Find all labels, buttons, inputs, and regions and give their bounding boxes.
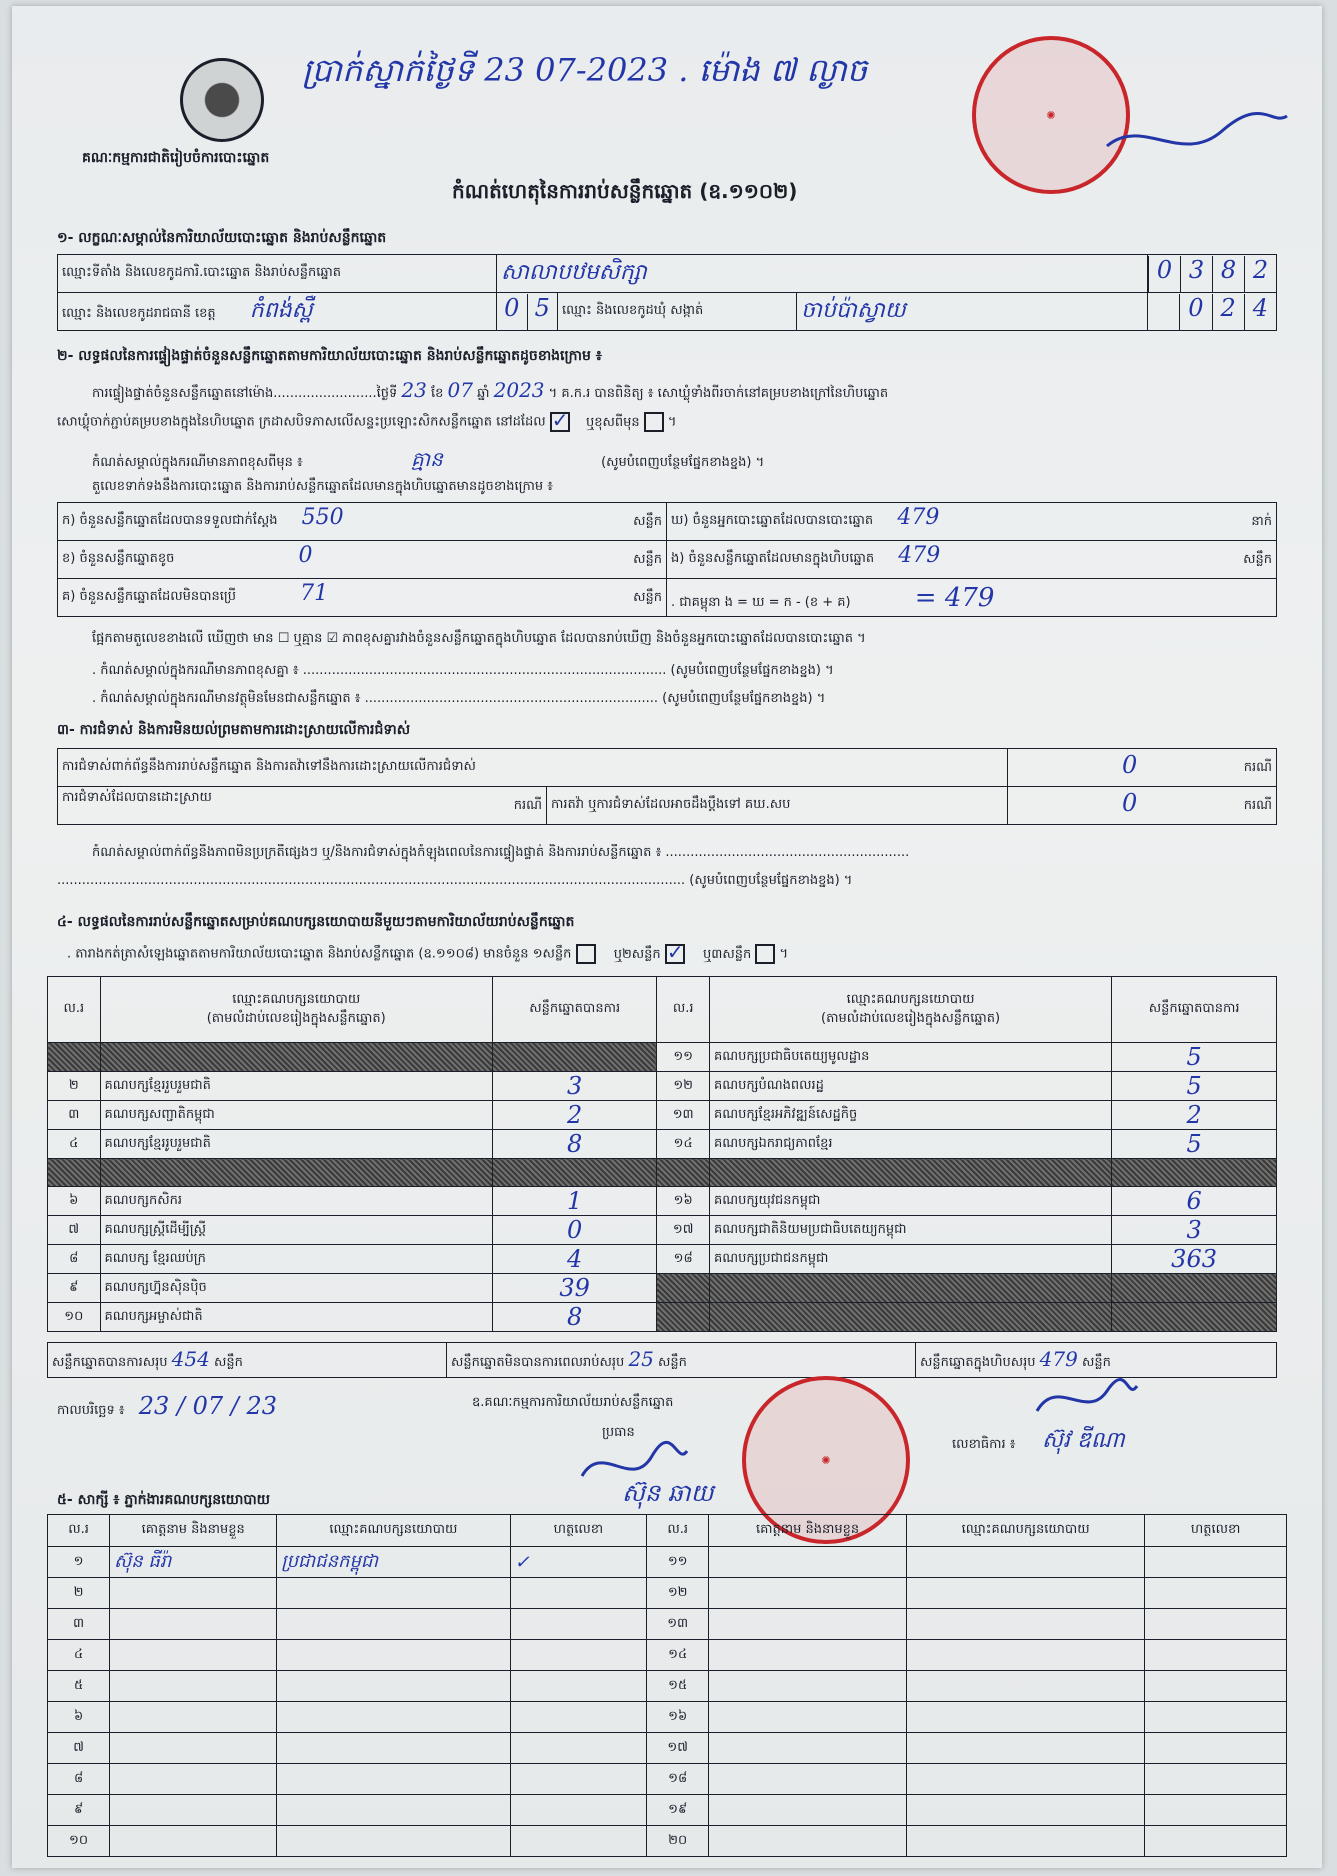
results-right-no: ១៤ — [657, 1130, 710, 1159]
irregularity-note-end: ........................................................................................................................................................ (សូមបំពេញបន្ថែមផ្នែកខាងខ្នង) ។ — [57, 873, 853, 888]
witness-row — [48, 1764, 1287, 1795]
compare-line: ផ្អែកតាមតួលេខខាងលើ ឃើញថា មាន ☐ ឬគ្មាន ☑ ភាពខុសគ្នារវាងចំនួនសន្លឹកឆ្នោតក្នុងហិបឆ្នោត ដែលបានរាប់ឃើញ និងចំនួនអ្នកបោះឆ្នោតដែលបានបោះឆ្នោត ។ — [92, 631, 866, 646]
verify-month: 07 — [447, 378, 473, 402]
witness-name-right — [709, 1826, 907, 1857]
one-sheet-checkbox[interactable] — [576, 944, 596, 964]
col-party-left: ឈ្មោះគណបក្សនយោបាយ (តាមលំដាប់លេខរៀងក្នុងសន្លឹកឆ្នោត) — [100, 977, 492, 1043]
witness-row — [48, 1826, 1287, 1857]
section1-heading: ១- លក្ខណៈសម្គាល់នៃការិយាល័យបោះឆ្នោត និងរាប់សន្លឹកឆ្នោត — [57, 230, 387, 246]
witness-name-left — [110, 1826, 277, 1857]
witness-party-left — [277, 1609, 510, 1640]
results-right-no: ១៧ — [657, 1216, 710, 1245]
results-right-no: ១១ — [657, 1043, 710, 1072]
witness-sign-left — [510, 1826, 647, 1857]
witness-name-left — [110, 1733, 277, 1764]
results-row — [48, 1130, 1277, 1159]
commune-value: ចាប់ប៉ាស្វាយ — [797, 293, 1148, 331]
results-left-votes: 3 — [492, 1072, 656, 1101]
witness-party-left — [277, 1640, 510, 1671]
results-row — [48, 1043, 1277, 1072]
verify-line: ការផ្ទៀងផ្ទាត់ចំនួនសន្លឹកឆ្នោតនៅម៉ោង.........................ថ្ងៃទី 23 ខែ 07 ឆ្នាំ 2023 ។ គ.ក.រ បានពិនិត្យ ៖ សោឃ្លុំទាំងពីរចាក់នៅគម្របខាងក្រៅនៃហិបឆ្នោត — [92, 378, 889, 402]
results-left-no: ៣ — [48, 1101, 101, 1130]
witness-sign-left — [510, 1640, 647, 1671]
commune-code: 0 2 4 — [1148, 293, 1277, 331]
witness-no-left: ៧ — [48, 1733, 110, 1764]
results-left-party: គណបក្សខ្មែររួបរួមជាតិ — [100, 1072, 492, 1101]
seal-check-line: សោឃ្លុំចាក់ភ្ជាប់គម្របខាងក្នុងនៃហិបឆ្នោត ក្រដាសបិទភាសលើសន្ទះប្រឡោះសិកសន្លឹកឆ្នោត នៅដដែល ✓ ឬខុសពីមុន ។ — [57, 412, 676, 433]
results-table — [47, 976, 1277, 1332]
results-left-votes: 8 — [492, 1303, 656, 1332]
figures-intro: តួលេខទាក់ទងនឹងការបោះឆ្នោត និងការរាប់សន្លឹកឆ្នោតដែលមានក្នុងហិបឆ្នោតមានដូចខាងក្រោម ៖ — [92, 479, 553, 494]
witness-name-right — [709, 1547, 907, 1578]
witness-row — [48, 1702, 1287, 1733]
witness-name-left — [110, 1702, 277, 1733]
col-party-right: ឈ្មោះគណបក្សនយោបាយ (តាមលំដាប់លេខរៀងក្នុងសន្លឹកឆ្នោត) — [709, 977, 1111, 1043]
complaints-value: 0 — [1122, 750, 1138, 779]
results-right-votes: 2 — [1112, 1101, 1277, 1130]
results-right-party: គណបក្សជាតិនិយមប្រជាធិបតេយ្យកម្ពុជា — [709, 1216, 1111, 1245]
results-right-no: ១២ — [657, 1072, 710, 1101]
witness-sign-right — [1145, 1547, 1287, 1578]
results-right-votes: 5 — [1112, 1043, 1277, 1072]
signature-top — [1102, 106, 1292, 166]
results-right-no: ១៨ — [657, 1245, 710, 1274]
witness-sign-left — [510, 1609, 647, 1640]
irregularity-note: កំណត់សម្គាល់ពាក់ព័ន្ធនឹងភាពមិនប្រក្រតីផ្សេងៗ ឬ/និងការជំទាស់ក្នុងកំឡុងពេលនៃការផ្ទៀងផ្ទាត់ និងការរាប់សន្លឹកឆ្នោត ៖ ........................................................... — [92, 845, 910, 860]
results-right-party: គណបក្សបំណងពលរដ្ឋ — [709, 1072, 1111, 1101]
verify-year: 2023 — [493, 378, 545, 402]
witness-name-left — [110, 1764, 277, 1795]
witness-name-right — [709, 1640, 907, 1671]
results-right-votes — [1112, 1159, 1277, 1187]
witness-no-right: ១៣ — [647, 1609, 709, 1640]
witness-party-right — [906, 1733, 1144, 1764]
results-right-no: ១៦ — [657, 1187, 710, 1216]
section1-table — [57, 254, 1277, 331]
witness-party-right — [906, 1795, 1144, 1826]
witness-row — [48, 1640, 1287, 1671]
ballots-in-box-value: 479 — [898, 542, 941, 568]
col-votes-right: សន្លឹកឆ្នោតបានការ — [1112, 977, 1277, 1043]
results-row — [48, 1274, 1277, 1303]
results-left-no — [48, 1043, 101, 1072]
witness-row — [48, 1547, 1287, 1578]
results-right-party: គណបក្សខ្មែរអភិវឌ្ឍន៍សេដ្ឋកិច្ច — [709, 1101, 1111, 1130]
witness-party-left: ប្រជាជនកម្ពុជា — [277, 1547, 510, 1578]
witness-name-right — [709, 1702, 907, 1733]
witness-sign-right — [1145, 1764, 1287, 1795]
witness-name-right — [709, 1733, 907, 1764]
results-left-votes — [492, 1159, 656, 1187]
witness-no-right: ១៧ — [647, 1733, 709, 1764]
official-seal-top: ✺ — [972, 36, 1130, 194]
location-label: ឈ្មោះទីតាំង និងលេខកូដការិ.បោះឆ្នោត និងរាប់សន្លឹកឆ្នោត — [58, 255, 497, 293]
witness-sign-left — [510, 1671, 647, 1702]
official-seal-bottom: ✺ — [742, 1376, 910, 1544]
results-right-party — [709, 1159, 1111, 1187]
witness-party-left — [277, 1826, 510, 1857]
province-label: ឈ្មោះ និងលេខកូដរាជធានី ខេត្ត កំពង់ស្ពឺ — [58, 293, 497, 331]
total-all-value: 479 — [1039, 1347, 1078, 1371]
witness-party-left — [277, 1764, 510, 1795]
results-left-no: ៨ — [48, 1245, 101, 1274]
verify-day: 23 — [401, 378, 427, 402]
witness-sign-right — [1145, 1671, 1287, 1702]
unchanged-checkbox[interactable] — [550, 412, 570, 432]
witness-table: ល.រ គោត្តនាម និងនាមខ្លួន ឈ្មោះគណបក្សនយោបាយ ហត្ថលេខា ល.រ គោត្តនាម និងនាមខ្លួន ឈ្មោះគណបក្សនយោបាយ ហត្ថលេខា ១ ស៊ុន ធីរ៉ា ប្រជាជនកម្ពុជា ✓ ១១ ២ ១២ ៣ ១៣ ៤ ១៤ ៥ ១៥ ៦ ១៦ ៧ ១៧ ៨ ១៨ ៩ ១៩ ១០ ២០ — [47, 1514, 1287, 1857]
results-right-party: គណបក្សឯករាជ្យភាពខ្មែរ — [709, 1130, 1111, 1159]
secretary-signature — [1032, 1376, 1142, 1426]
results-row — [48, 1072, 1277, 1101]
agency-name: គណៈកម្មការជាតិរៀបចំការបោះឆ្នោត — [82, 150, 270, 166]
witness-sign-right — [1145, 1826, 1287, 1857]
date-value: 23 / 07 / 23 — [138, 1392, 278, 1420]
results-left-votes: 0 — [492, 1216, 656, 1245]
chair-name: ស៊ុន ឆាយ — [622, 1479, 714, 1507]
results-left-party: គណបក្សស្ត្រីដើម្បីស្ត្រី — [100, 1216, 492, 1245]
witness-no-left: ៨ — [48, 1764, 110, 1795]
witness-party-right — [906, 1640, 1144, 1671]
witness-no-right: ១៤ — [647, 1640, 709, 1671]
difference-note-value: គ្មាន — [411, 447, 443, 471]
col-no-left: ល.រ — [48, 977, 101, 1043]
section3-heading: ៣- ការជំទាស់ និងការមិនយល់ព្រមតាមការដោះស្រាយលើការជំទាស់ — [57, 722, 411, 738]
results-right-party — [709, 1303, 1111, 1332]
spoiled-ballots-value: 0 — [298, 542, 313, 568]
results-right-party: គណបក្សយុវជនកម្ពុជា — [709, 1187, 1111, 1216]
results-left-party: គណបក្ស ខ្មែរឈប់ក្រ — [100, 1245, 492, 1274]
results-left-votes: 4 — [492, 1245, 656, 1274]
results-left-party: គណបក្សកសិករ — [100, 1187, 492, 1216]
witness-no-left: ៦ — [48, 1702, 110, 1733]
results-right-votes: 5 — [1112, 1130, 1277, 1159]
witness-sign-left — [510, 1702, 647, 1733]
witness-name-left — [110, 1671, 277, 1702]
results-left-party: គណបក្សសញ្ជាតិកម្ពុជា — [100, 1101, 492, 1130]
results-left-votes — [492, 1043, 656, 1072]
col-no-right: ល.រ — [657, 977, 710, 1043]
results-right-party: គណបក្សប្រជាធិបតេយ្យមូលដ្ឋាន — [709, 1043, 1111, 1072]
witness-row — [48, 1733, 1287, 1764]
witness-row — [48, 1609, 1287, 1640]
witness-no-left: ៣ — [48, 1609, 110, 1640]
results-left-party — [100, 1159, 492, 1187]
results-left-no: ៩ — [48, 1274, 101, 1303]
document-title: កំណត់ហេតុនៃការរាប់សន្លឹកឆ្នោត (ឧ.១១០២) — [452, 179, 798, 203]
results-left-no: ៧ — [48, 1216, 101, 1245]
changed-checkbox[interactable] — [644, 412, 664, 432]
witness-name-left: ស៊ុន ធីរ៉ា — [110, 1547, 277, 1578]
witness-sign-right — [1145, 1640, 1287, 1671]
witness-no-right: ១៩ — [647, 1795, 709, 1826]
witness-party-left — [277, 1733, 510, 1764]
witness-sign-left — [510, 1795, 647, 1826]
results-right-no — [657, 1303, 710, 1332]
results-left-no: ៦ — [48, 1187, 101, 1216]
appeals-value: 0 — [1122, 788, 1138, 817]
complaints-label: ការជំទាស់ពាក់ព័ន្ធនឹងការរាប់សន្លឹកឆ្នោត និងការតវ៉ាទៅនឹងការដោះស្រាយលើការជំទាស់ — [58, 749, 1008, 787]
results-right-no: ១៣ — [657, 1101, 710, 1130]
totals-table: សន្លឹកឆ្នោតបានការសរុប 454 សន្លឹក សន្លឹកឆ្នោតមិនបានការពេលរាប់សរុប 25 សន្លឹក សន្លឹកឆ្នោតក្នុងហិបសរុប 479 សន្លឹក — [47, 1342, 1277, 1378]
witness-row — [48, 1795, 1287, 1826]
witness-sign-left: ✓ — [510, 1547, 647, 1578]
witness-name-right — [709, 1795, 907, 1826]
results-left-no: ៤ — [48, 1130, 101, 1159]
witness-sign-right — [1145, 1733, 1287, 1764]
emblem-logo — [180, 58, 264, 142]
witness-party-right — [906, 1764, 1144, 1795]
witness-no-right: ១៨ — [647, 1764, 709, 1795]
witness-no-left: ៩ — [48, 1795, 110, 1826]
witness-party-left — [277, 1671, 510, 1702]
province-code: 0 5 — [497, 293, 558, 331]
results-right-votes — [1112, 1303, 1277, 1332]
witness-sign-right — [1145, 1795, 1287, 1826]
results-left-votes: 39 — [492, 1274, 656, 1303]
witness-name-right — [709, 1578, 907, 1609]
results-row — [48, 1159, 1277, 1187]
witness-party-right — [906, 1826, 1144, 1857]
ballot-figures-table: ក) ចំនួនសន្លឹកឆ្នោតដែលបានទទួលជាក់ស្តែង 550 សន្លឹក ឃ) ចំនួនអ្នកបោះឆ្នោតដែលបានបោះឆ្នោត 479 នាក់ ខ) ចំនួនសន្លឹកឆ្នោតខូច 0 សន្លឹក ង) ចំនួនសន្លឹកឆ្នោតដែលមានក្នុងហិបឆ្នោត 479 សន្លឹក គ) ចំនួនសន្លឹកឆ្នោតដែលមិនបានប្រើ 71 សន្លឹក . ជាគម្ពុនា ង = ឃ = ក - (ខ + គ) = 479 — [57, 502, 1277, 617]
witness-name-left — [110, 1609, 277, 1640]
witness-name-left — [110, 1578, 277, 1609]
witness-name-right — [709, 1764, 907, 1795]
results-row — [48, 1187, 1277, 1216]
tally-sheet-line: . តារាងកត់ត្រាសំឡេងឆ្នោតតាមការិយាល័យបោះឆ្នោត និងរាប់សន្លឹកឆ្នោត (ឧ.១១០៨) មានចំនួន ១សន្លឹក ឬ២សន្លឹក ✓ ឬ៣សន្លឹក ។ — [67, 944, 788, 965]
witness-sign-right — [1145, 1702, 1287, 1733]
results-row — [48, 1216, 1277, 1245]
col-votes-left: សន្លឹកឆ្នោតបានការ — [492, 977, 656, 1043]
witness-no-left: ១ — [48, 1547, 110, 1578]
formula-result-value: = 479 — [914, 582, 995, 613]
witness-no-left: ២ — [48, 1578, 110, 1609]
results-right-votes: 3 — [1112, 1216, 1277, 1245]
results-row — [48, 1303, 1277, 1332]
secretary-label: លេខាធិការ ៖ — [952, 1437, 1016, 1452]
witness-no-left: ១០ — [48, 1826, 110, 1857]
results-right-no — [657, 1159, 710, 1187]
witness-sign-left — [510, 1764, 647, 1795]
results-right-votes: 6 — [1112, 1187, 1277, 1216]
witness-party-right — [906, 1671, 1144, 1702]
results-right-votes: 363 — [1112, 1245, 1277, 1274]
results-right-votes: 5 — [1112, 1072, 1277, 1101]
section5-heading: ៥- សាក្សី ៖ ភ្នាក់ងារគណបក្សនយោបាយ — [57, 1492, 271, 1508]
results-right-party — [709, 1274, 1111, 1303]
results-right-no — [657, 1274, 710, 1303]
witness-no-right: ១៦ — [647, 1702, 709, 1733]
total-invalid-value: 25 — [628, 1347, 654, 1371]
witness-no-right: ១៥ — [647, 1671, 709, 1702]
witness-party-right — [906, 1609, 1144, 1640]
chair-label: ប្រធាន — [602, 1425, 635, 1440]
committee-label: ឧ.គណៈកម្មការការិយាល័យរាប់សន្លឹកឆ្នោត — [472, 1395, 674, 1410]
witness-name-left — [110, 1795, 277, 1826]
witness-name-left — [110, 1640, 277, 1671]
witness-party-left — [277, 1578, 510, 1609]
results-left-party: គណបក្សអម្ចាស់ជាតិ — [100, 1303, 492, 1332]
results-row — [48, 1101, 1277, 1130]
witness-no-left: ៤ — [48, 1640, 110, 1671]
secretary-name: ស៊ុវ ឌីណា — [1042, 1428, 1125, 1453]
witness-sign-right — [1145, 1578, 1287, 1609]
three-sheets-checkbox[interactable] — [755, 944, 775, 964]
unused-ballots-value: 71 — [300, 580, 329, 606]
difference-note-line: កំណត់សម្គាល់ក្នុងករណីមានភាពខុសពីមុន ៖ គ្មាន (សូមបំពេញបន្ថែមផ្នែកខាងខ្នង) ។ — [92, 447, 765, 471]
results-right-party: គណបក្សប្រជាជនកម្ពុជា — [709, 1245, 1111, 1274]
witness-sign-left — [510, 1578, 647, 1609]
location-code: 0 3 8 2 — [1148, 255, 1277, 293]
results-left-party: គណបក្សហ្វ៊ុនស៊ិនប៉ិច — [100, 1274, 492, 1303]
results-left-no: ១០ — [48, 1303, 101, 1332]
witness-no-right: ១២ — [647, 1578, 709, 1609]
witness-sign-right — [1145, 1609, 1287, 1640]
results-left-votes: 8 — [492, 1130, 656, 1159]
witness-name-right — [709, 1671, 907, 1702]
results-left-votes: 2 — [492, 1101, 656, 1130]
witness-sign-left — [510, 1733, 647, 1764]
results-left-party: គណបក្សខ្មែររូបរួមជាតិ — [100, 1130, 492, 1159]
results-left-votes: 1 — [492, 1187, 656, 1216]
commune-label: ឈ្មោះ និងលេខកូដឃុំ សង្កាត់ — [558, 293, 797, 331]
witness-name-right — [709, 1609, 907, 1640]
date-line: កាលបរិច្ឆេទ ៖ 23 / 07 / 23 — [57, 1392, 278, 1420]
witness-party-right — [906, 1547, 1144, 1578]
location-value: សាលាបឋមសិក្សា — [497, 255, 1148, 293]
results-row — [48, 1245, 1277, 1274]
document-page — [12, 6, 1322, 1868]
witness-party-left — [277, 1795, 510, 1826]
total-valid-value: 454 — [171, 1347, 210, 1371]
witness-party-left — [277, 1702, 510, 1733]
witness-party-right — [906, 1578, 1144, 1609]
results-left-no: ២ — [48, 1072, 101, 1101]
section2-heading: ២- លទ្ធផលនៃការផ្ទៀងផ្ទាត់ចំនួនសន្លឹកឆ្នោតតាមការិយាល័យបោះឆ្នោត និងរាប់សន្លឹកឆ្នោតដូចខាងក្រោម ៖ — [57, 348, 602, 364]
results-right-votes — [1112, 1274, 1277, 1303]
appeals-label: ការតវ៉ា ឬការជំទាស់ដែលអាចដឹងប្តឹងទៅ គឃ.សប — [547, 787, 1008, 825]
results-left-no — [48, 1159, 101, 1187]
witness-no-right: ១១ — [647, 1547, 709, 1578]
province-value: កំពង់ស្ពឺ — [249, 297, 313, 323]
witness-row — [48, 1578, 1287, 1609]
witness-party-right — [906, 1702, 1144, 1733]
section4-heading: ៤- លទ្ធផលនៃការរាប់សន្លឹកឆ្នោតសម្រាប់គណបក្សនយោបាយនីមួយៗតាមការិយាល័យរាប់សន្លឹកឆ្នោត — [57, 914, 575, 930]
witness-no-left: ៥ — [48, 1671, 110, 1702]
witness-no-right: ២០ — [647, 1826, 709, 1857]
handwritten-header-note: ប្រាក់ស្នាក់ថ្ងៃទី 23 07-2023 . ម៉ោង ៧ ល្ងាច — [302, 51, 868, 89]
results-left-party — [100, 1043, 492, 1072]
two-sheets-checkbox[interactable] — [665, 944, 685, 964]
voters-value: 479 — [897, 504, 940, 530]
note-foreign-object: . កំណត់សម្គាល់ក្នុងករណីមានវត្ថុមិនមែនជាសន្លឹកឆ្នោត ៖ ....................................................................... (សូមបំពេញបន្ថែមផ្នែកខាងខ្នង) ។ — [92, 691, 826, 706]
received-ballots-value: 550 — [301, 504, 344, 530]
complaints-table: ការជំទាស់ពាក់ព័ន្ធនឹងការរាប់សន្លឹកឆ្នោត និងការតវ៉ាទៅនឹងការដោះស្រាយលើការជំទាស់ 0 ករណី ការជំទាស់ដែលបានដោះស្រាយ ករណី ការតវ៉ា ឬការជំទាស់ដែលអាចដឹងប្តឹងទៅ គឃ.សប 0 ករណី — [57, 748, 1277, 825]
note-difference: . កំណត់សម្គាល់ក្នុងករណីមានភាពខុសគ្នា ៖ ........................................................................................ (សូមបំពេញបន្ថែមផ្នែកខាងខ្នង) ។ — [92, 663, 834, 678]
witness-row — [48, 1671, 1287, 1702]
